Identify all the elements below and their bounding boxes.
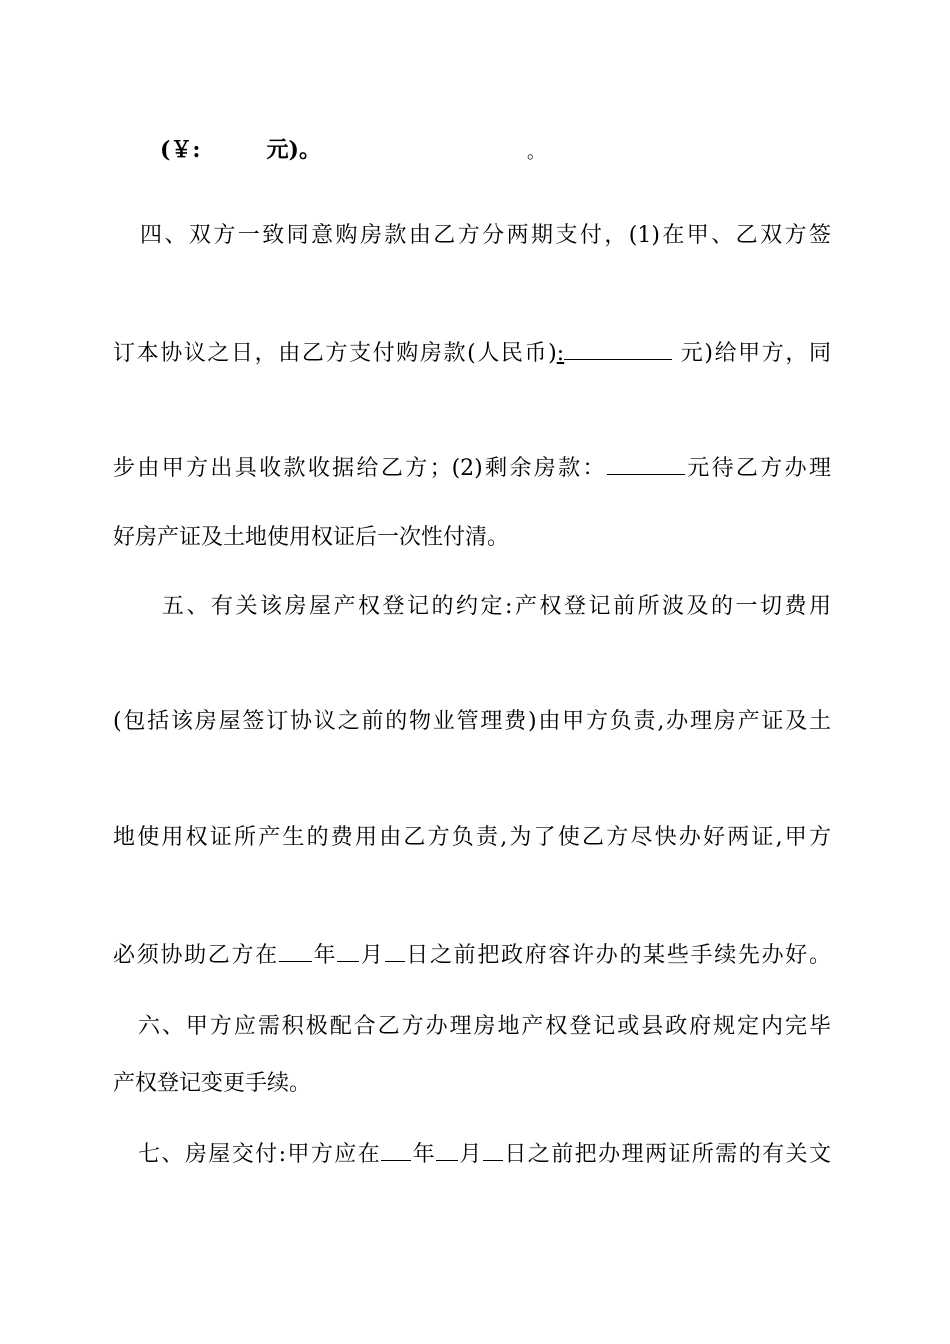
yen-trailing-mark: 。: [527, 142, 545, 163]
clause5-line4: 必须协助乙方在 年 月 日之前把政府容许办的某些手续先办好。: [113, 939, 831, 971]
clause5-line1: 五、有关该房屋产权登记的约定:产权登记前所波及的一切费用: [162, 594, 831, 619]
yen-amount-line: [160, 135, 560, 166]
clause4-line4: 好房产证及土地使用权证后一次性付清。: [113, 525, 510, 550]
delivery-day-blank: [483, 1138, 503, 1161]
clause6-line2: 产权登记变更手续。: [113, 1071, 312, 1096]
clause5-line2: (包括该房屋签订协议之前的物业管理费)由甲方负责,办理房产证及土: [113, 709, 831, 734]
delivery-month-blank: [436, 1138, 458, 1161]
month-blank: [337, 939, 359, 962]
clause4-line1: 四、双方一致同意购房款由乙方分两期支付，(1)在甲、乙双方签: [140, 223, 831, 248]
delivery-year-blank: [381, 1138, 411, 1161]
day-blank: [385, 939, 405, 962]
remaining-payment-blank: [607, 452, 685, 475]
clause4-line3: 步由甲方出具收款收据给乙方；(2)剩余房款： 元待乙方办理: [113, 452, 831, 484]
clause4-line2: 订本协议之日，由乙方支付购房款(人民币): 元)给甲方，同: [113, 337, 831, 369]
first-payment-blank: [564, 337, 672, 360]
clause5-line3: 地使用权证所产生的费用由乙方负责,为了使乙方尽快办好两证,甲方: [113, 825, 831, 850]
clause6-line1: 六、甲方应需积极配合乙方办理房地产权登记或县政府规定内完毕: [138, 1014, 831, 1039]
yen-unit: 元)。: [266, 137, 321, 163]
clause7-line1: 七、房屋交付:甲方应在 年 月 日之前把办理两证所需的有关文: [138, 1138, 831, 1170]
amount-colon: :: [556, 341, 565, 366]
year-blank: [279, 939, 312, 962]
yen-open: (￥:: [160, 137, 201, 163]
